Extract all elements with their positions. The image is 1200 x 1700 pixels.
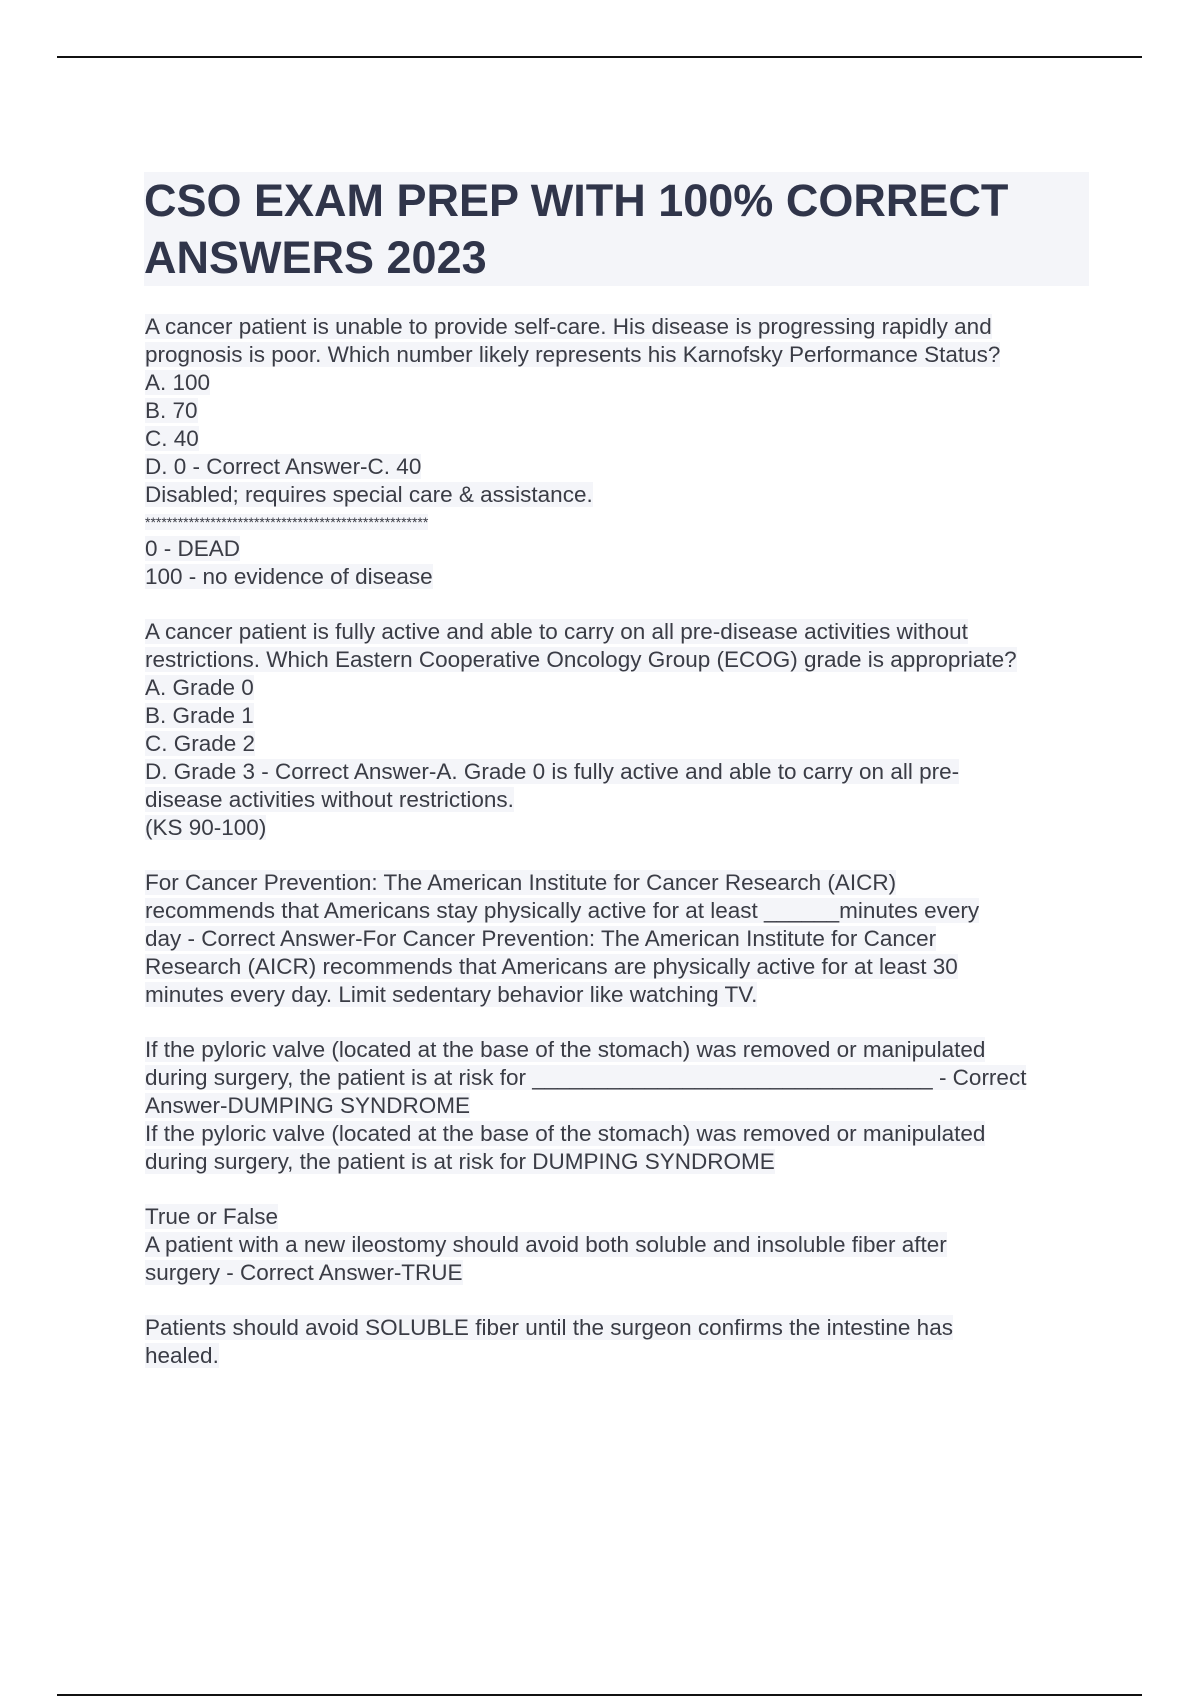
text-line xyxy=(145,618,1095,646)
text-line-content: C. Grade 2 xyxy=(145,731,256,756)
text-line-content: during surgery, the patient is at risk for ________________________________ - Correct xyxy=(145,1065,1027,1090)
text-line-content: A. 100 xyxy=(145,370,211,395)
text-line-content: If the pyloric valve (located at the base of the stomach) was removed or manipulated xyxy=(145,1121,986,1146)
text-line xyxy=(145,953,1095,981)
title-line: CSO EXAM PREP WITH 100% CORRECT xyxy=(144,175,1009,226)
document-body xyxy=(145,313,1095,1370)
top-rule xyxy=(57,56,1142,58)
text-line-content: restrictions. Which Eastern Cooperative Oncology Group (ECOG) grade is appropriate? xyxy=(145,647,1017,672)
text-line xyxy=(145,702,1095,730)
text-line xyxy=(145,453,1095,481)
text-line xyxy=(145,869,1095,897)
separator-content: **************************************************** xyxy=(145,514,429,530)
text-line-content: recommends that Americans stay physically active for at least ______minutes every xyxy=(145,898,980,923)
text-line xyxy=(145,758,1095,786)
question-block-aicr xyxy=(145,869,1095,1009)
bottom-rule xyxy=(57,1694,1142,1696)
text-line-content: 100 - no evidence of disease xyxy=(145,564,433,589)
text-line xyxy=(145,1342,1095,1370)
text-line xyxy=(145,341,1095,369)
text-line xyxy=(145,1231,1095,1259)
text-line-content: (KS 90-100) xyxy=(145,815,267,840)
text-line-content: prognosis is poor. Which number likely represents his Karnofsky Performance Status? xyxy=(145,342,1001,367)
text-line xyxy=(145,1092,1095,1120)
text-line xyxy=(145,481,1095,509)
paragraph-gap xyxy=(145,1009,1095,1036)
text-line xyxy=(145,814,1095,842)
text-line-content: Answer-DUMPING SYNDROME xyxy=(145,1093,471,1118)
text-line xyxy=(145,1259,1095,1287)
question-block-karnofsky xyxy=(145,313,1095,591)
text-line xyxy=(145,1314,1095,1342)
paragraph-gap xyxy=(145,1287,1095,1314)
note-block-soluble-fiber xyxy=(145,1314,1095,1370)
text-line-content: D. 0 - Correct Answer-C. 40 xyxy=(145,454,422,479)
text-line xyxy=(145,1120,1095,1148)
text-line xyxy=(145,425,1095,453)
text-line xyxy=(145,369,1095,397)
text-line-content: D. Grade 3 - Correct Answer-A. Grade 0 is fully active and able to carry on all pre- xyxy=(145,759,960,784)
text-line-content: A cancer patient is fully active and able to carry on all pre-disease activities without xyxy=(145,619,968,644)
text-line-content: For Cancer Prevention: The American Institute for Cancer Research (AICR) xyxy=(145,870,897,895)
text-line-content: C. 40 xyxy=(145,426,199,451)
text-line xyxy=(145,1036,1095,1064)
paragraph-gap xyxy=(145,842,1095,869)
text-line xyxy=(145,730,1095,758)
text-line-content: day - Correct Answer-For Cancer Prevention: The American Institute for Cancer xyxy=(145,926,937,951)
text-line-content: 0 - DEAD xyxy=(145,536,241,561)
text-line-content: B. 70 xyxy=(145,398,198,423)
question-block-ecog xyxy=(145,618,1095,842)
text-line xyxy=(145,313,1095,341)
text-line xyxy=(145,1148,1095,1176)
question-block-pyloric xyxy=(145,1036,1095,1176)
text-line xyxy=(145,674,1095,702)
text-line xyxy=(145,786,1095,814)
title-line: ANSWERS 2023 xyxy=(144,232,487,283)
question-block-ileostomy xyxy=(145,1203,1095,1287)
text-line xyxy=(145,535,1095,563)
text-line-content: Research (AICR) recommends that Americans are physically active for at least 30 xyxy=(145,954,958,979)
text-line-content: healed. xyxy=(145,1343,219,1368)
text-line-content: B. Grade 1 xyxy=(145,703,254,728)
text-line-content: If the pyloric valve (located at the base of the stomach) was removed or manipulated xyxy=(145,1037,986,1062)
separator-line xyxy=(145,509,1095,535)
paragraph-gap xyxy=(145,1176,1095,1203)
text-line-content: True or False xyxy=(145,1204,278,1229)
text-line-content: minutes every day. Limit sedentary behavior like watching TV. xyxy=(145,982,758,1007)
text-line xyxy=(145,925,1095,953)
text-line-content: Disabled; requires special care & assistance. xyxy=(145,482,593,507)
text-line xyxy=(145,1203,1095,1231)
text-line-content: A patient with a new ileostomy should avoid both soluble and insoluble fiber after xyxy=(145,1232,947,1257)
text-line xyxy=(145,646,1095,674)
text-line xyxy=(145,897,1095,925)
document-title xyxy=(144,172,1089,286)
text-line xyxy=(145,1064,1095,1092)
text-line-content: A. Grade 0 xyxy=(145,675,254,700)
text-line-content: Patients should avoid SOLUBLE fiber until the surgeon confirms the intestine has xyxy=(145,1315,953,1340)
text-line-content: A cancer patient is unable to provide self-care. His disease is progressing rapidly and xyxy=(145,314,992,339)
text-line-content: during surgery, the patient is at risk for DUMPING SYNDROME xyxy=(145,1149,775,1174)
text-line xyxy=(145,981,1095,1009)
text-line-content: surgery - Correct Answer-TRUE xyxy=(145,1260,463,1285)
paragraph-gap xyxy=(145,591,1095,618)
text-line xyxy=(145,563,1095,591)
text-line-content: disease activities without restrictions. xyxy=(145,787,514,812)
text-line xyxy=(145,397,1095,425)
